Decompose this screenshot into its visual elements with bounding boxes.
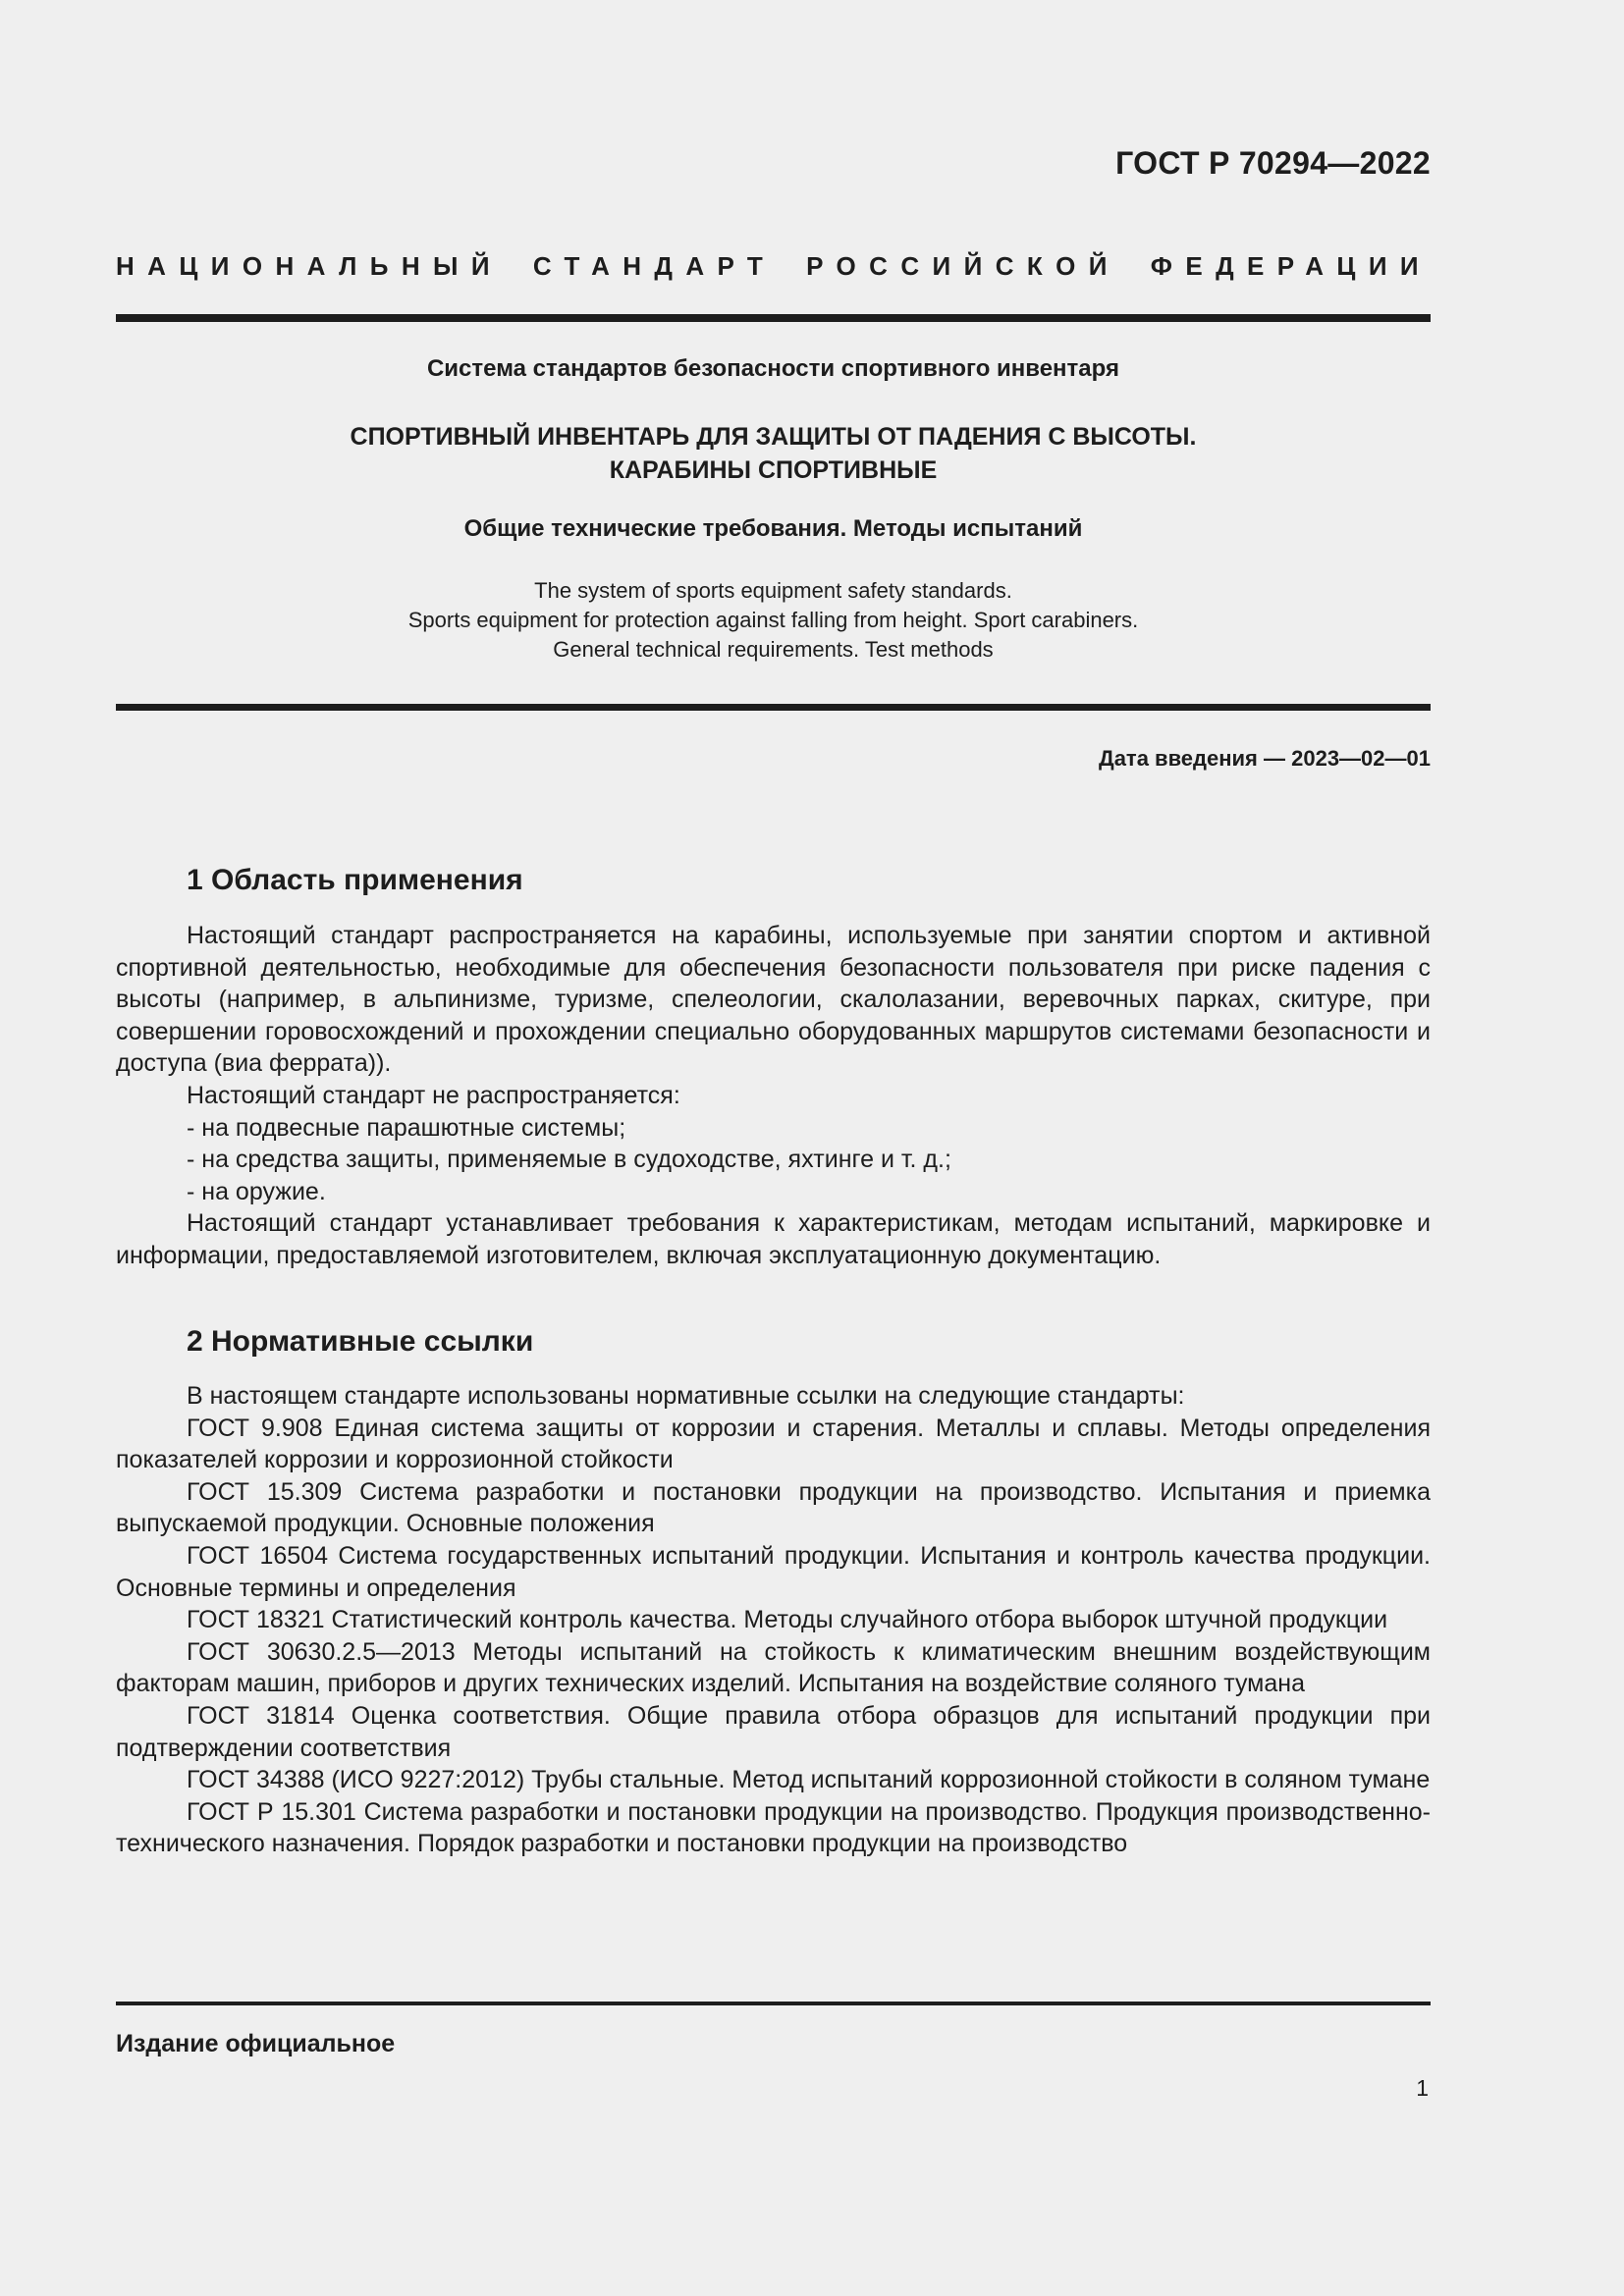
reference-item: ГОСТ 34388 (ИСО 9227:2012) Трубы стальные. Метод испытаний коррозионной стойкости в соляном тумане xyxy=(187,1766,1431,1794)
reference-item: ГОСТ Р 15.301 Система разработки и постановки продукции на производство. Продукция производственно-технического назначения. Порядок разработки и постановки продукции на производство xyxy=(116,1797,1431,1858)
section-2-heading: 2 Нормативные ссылки xyxy=(187,1325,534,1358)
reference-item: ГОСТ 16504 Система государственных испытаний продукции. Испытания и контроль качества продукции. Основные термины и определения xyxy=(116,1541,1431,1602)
footer-divider xyxy=(116,2002,1431,2005)
national-standard-banner: НАЦИОНАЛЬНЫЙ СТАНДАРТ РОССИЙСКОЙ ФЕДЕРАЦИИ xyxy=(116,251,1432,281)
official-edition-label: Издание официальное xyxy=(116,2030,396,2057)
reference-item: ГОСТ 9.908 Единая система защиты от коррозии и старения. Металлы и сплавы. Методы определения показателей коррозии и коррозионной стойкости xyxy=(116,1414,1431,1474)
page-number: 1 xyxy=(1416,2075,1429,2101)
introduction-date: Дата введения — 2023—02—01 xyxy=(1099,746,1431,771)
section-2-body xyxy=(116,1380,1431,1860)
reference-item: ГОСТ 18321 Статистический контроль качества. Методы случайного отбора выборок штучной продукции xyxy=(187,1606,1388,1634)
title-line-2: КАРАБИНЫ СПОРТИВНЫЕ xyxy=(609,456,938,484)
standards-series: Система стандартов безопасности спортивного инвентаря xyxy=(426,355,1120,382)
list-item: - на оружие. xyxy=(187,1177,326,1205)
title-bottom-divider xyxy=(116,704,1431,711)
paragraph: В настоящем стандарте использованы нормативные ссылки на следующие стандарты: xyxy=(187,1382,1185,1410)
title-line-1: СПОРТИВНЫЙ ИНВЕНТАРЬ ДЛЯ ЗАЩИТЫ ОТ ПАДЕНИЯ С ВЫСОТЫ. xyxy=(350,423,1197,451)
document-subtitle: Общие технические требования. Методы испытаний xyxy=(463,515,1083,542)
english-line-2: Sports equipment for protection against falling from height. Sport carabiners. xyxy=(407,608,1139,632)
list-item: - на средства защиты, применяемые в судоходстве, яхтинге и т. д.; xyxy=(187,1146,951,1174)
english-line-1: The system of sports equipment safety standards. xyxy=(534,578,1012,603)
section-1-heading: 1 Область применения xyxy=(187,864,523,896)
reference-item: ГОСТ 30630.2.5—2013 Методы испытаний на стойкость к климатическим внешним воздействующим факторам машин, приборов и других технических изделий. Испытания на воздействие соляного тумана xyxy=(116,1637,1431,1698)
english-line-3: General technical requirements. Test methods xyxy=(553,637,994,662)
standard-number: ГОСТ Р 70294—2022 xyxy=(1115,145,1431,181)
section-1-body xyxy=(116,920,1431,1272)
paragraph: Настоящий стандарт распространяется на карабины, используемые при занятии спортом и активной спортивной деятельностью, необходимые для обеспечения безопасности пользователя при риске падения с высоты (например, в альпинизме, туризме, спелеологии, скалолазании, веревочных парках, скитуре, при совершении горовосхождений и прохождении специально оборудованных маршрутов системами безопасности и доступа (виа феррата)). xyxy=(116,922,1431,1078)
paragraph: Настоящий стандарт не распространяется: xyxy=(187,1081,680,1109)
english-title xyxy=(116,576,1431,665)
reference-item: ГОСТ 31814 Оценка соответствия. Общие правила отбора образцов для испытаний продукции при подтверждении соответствия xyxy=(116,1701,1431,1762)
reference-item: ГОСТ 15.309 Система разработки и постановки продукции на производство. Испытания и приемка выпускаемой продукции. Основные положения xyxy=(116,1477,1431,1538)
document-title xyxy=(116,420,1431,487)
top-divider xyxy=(116,314,1431,322)
list-item: - на подвесные парашютные системы; xyxy=(187,1113,626,1142)
paragraph: Настоящий стандарт устанавливает требования к характеристикам, методам испытаний, маркировке и информации, предоставляемой изготовителем, включая эксплуатационную документацию. xyxy=(116,1209,1431,1269)
